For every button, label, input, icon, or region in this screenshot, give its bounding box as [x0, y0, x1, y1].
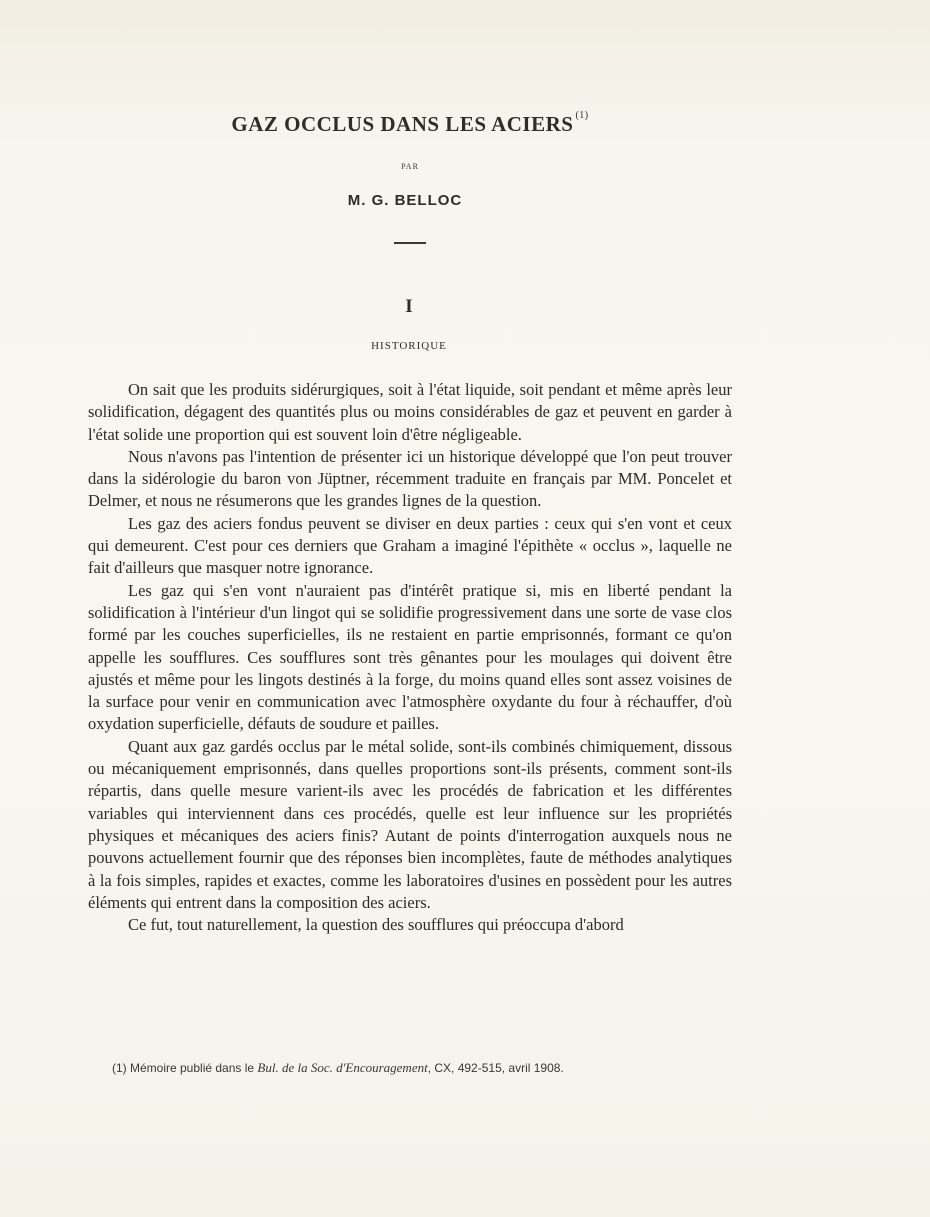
footnote-journal: Bul. de la Soc. d'Encouragement — [257, 1060, 428, 1075]
byline-par: PAR — [401, 162, 419, 171]
author-name: M. G. BELLOC — [347, 192, 463, 209]
footnote — [112, 1060, 732, 1076]
footnote-suffix: , CX, 492-515, avril 1908. — [427, 1061, 564, 1075]
title-footnote-mark: (1) — [575, 110, 589, 121]
paragraph: On sait que les produits sidérurgiques, soit à l'état liquide, soit pendant et même après leur solidification, dégagent des quantités plus ou moins considérables de gaz et peuvent en garder à l'état solide une proportion qui est souvent loin d'être négligeable. — [88, 380, 732, 444]
paragraph: Quant aux gaz gardés occlus par le métal solide, sont-ils combinés chimiquement, dissous ou mécaniquement emprisonnés, dans quelles proportions sont-ils présents, comment sont-ils répartis, dans quelle mesure varient-ils avec les procédés de fabrication et les différentes variables qui interviennent dans ces procédés, quelle est leur influence sur les propriétés physiques et mécaniques des aciers finis? Autant de points d'interrogation auxquels nous ne pouvons actuellement fournir que des réponses bien incomplètes, faute de méthodes analytiques à la fois simples, rapides et exactes, comme les laboratoires d'usines en possèdent pour les autres éléments qui entrent dans la composition des aciers. — [88, 736, 732, 912]
paragraph: Ce fut, tout naturellement, la question des soufflures qui préoccupa d'abord — [128, 915, 624, 935]
article-title-text: GAZ OCCLUS DANS LES ACIERS — [231, 112, 574, 136]
title-divider — [394, 242, 426, 244]
footnote-prefix: (1) Mémoire publié dans le — [112, 1061, 258, 1075]
paragraph: Les gaz des aciers fondus peuvent se diviser en deux parties : ceux qui s'en vont et ceux qui demeurent. C'est pour ces derniers que Graham a imaginé l'épithète « occlus », laquelle ne fait d'ailleurs que masquer notre ignorance. — [88, 513, 732, 578]
paragraph: Les gaz qui s'en vont n'auraient pas d'intérêt pratique si, mis en liberté pendant la solidification à l'intérieur d'un lingot qui se solidifie progressivement dans une sorte de vase clos formé par les couches superficielles, ils ne restaient en partie emprisonnés, formant ce qu'on appelle les soufflures. Ces soufflures sont très gênantes pour les moulages qui doivent être ajustés et même pour les lingots destinés à la forge, du moins quand elles sont assez voisines de la surface pour venir en communication avec l'atmosphère oxydante du four à réchauffer, d'où oxydation superficielle, défauts de soudure et pailles. — [88, 580, 732, 734]
section-heading: HISTORIQUE — [371, 340, 447, 352]
article-title — [0, 112, 820, 137]
article-body — [88, 379, 732, 936]
paragraph: Nous n'avons pas l'intention de présenter ici un historique développé que l'on peut trouver dans la sidérologie du baron von Jüptner, récemment traduite en français par MM. Poncelet et Delmer, et nous ne résumerons que les grandes lignes de la question. — [88, 446, 732, 511]
section-numeral: I — [405, 296, 413, 317]
